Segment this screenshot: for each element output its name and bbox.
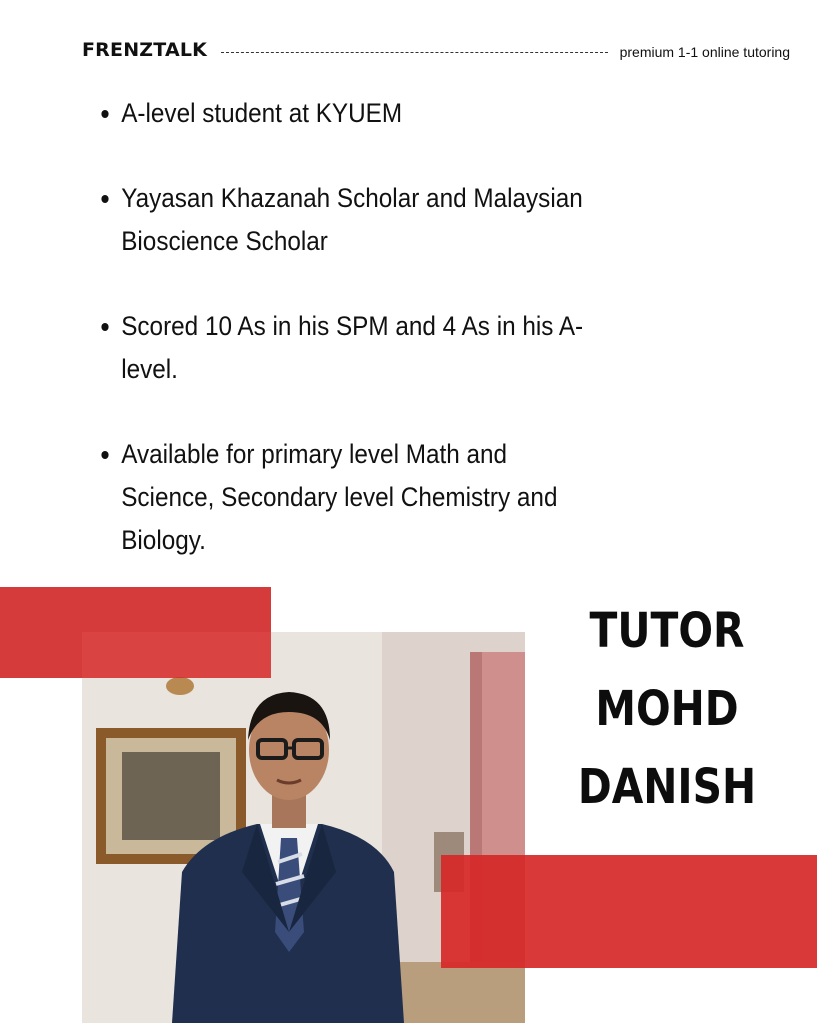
tutor-last-name-line: DANISH: [577, 759, 757, 815]
tagline: premium 1-1 online tutoring: [619, 44, 790, 60]
list-item: Available for primary level Math and Science, Secondary level Chemistry and Biology.: [96, 433, 589, 562]
decorative-red-overlay: [82, 632, 271, 678]
decorative-red-block-bottom: [441, 855, 817, 968]
tutor-name-heading: [578, 592, 757, 826]
brand-logo-text: FRENZTALK: [82, 39, 208, 61]
header-divider: [221, 52, 607, 53]
list-item: Yayasan Khazanah Scholar and Malaysian Bioscience Scholar: [96, 177, 589, 263]
header: [82, 36, 790, 64]
tutor-credentials-list: [96, 92, 584, 604]
list-item: Scored 10 As in his SPM and 4 As in his A-level.: [96, 305, 589, 391]
list-item: A-level student at KYUEM: [96, 92, 589, 135]
tutor-first-name-line: MOHD: [595, 681, 739, 737]
tutor-title-line: TUTOR: [589, 603, 745, 659]
